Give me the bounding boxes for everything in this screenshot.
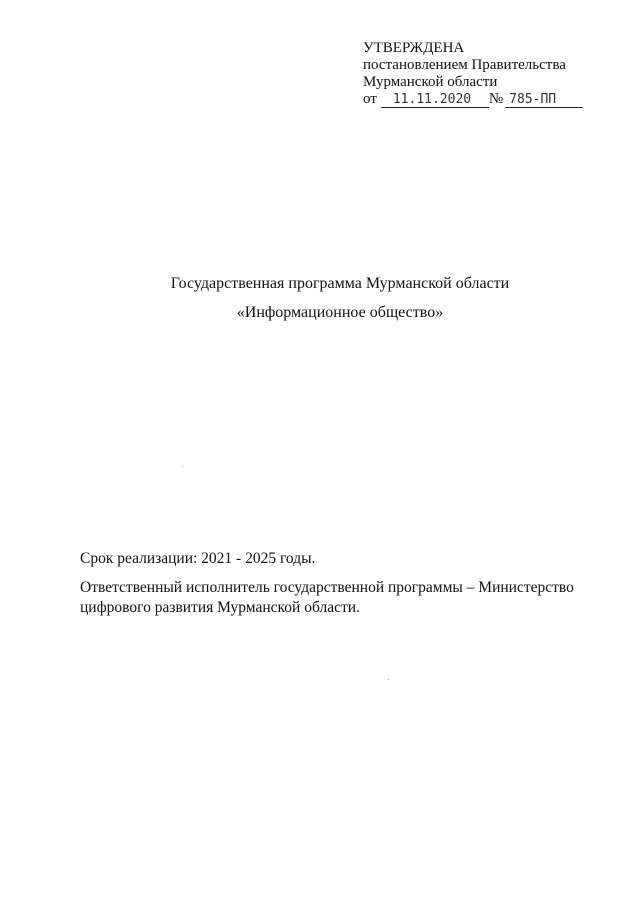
approval-heading: УТВЕРЖДЕНА xyxy=(363,40,465,56)
approval-date: 11.11.2020 xyxy=(381,93,489,108)
scan-speck xyxy=(182,466,183,467)
date-prefix: от xyxy=(363,91,377,107)
program-title-line-2: «Информационное общество» xyxy=(236,304,444,321)
implementation-term: Срок реализации: 2021 - 2025 годы. xyxy=(80,550,316,567)
scan-speck xyxy=(388,679,389,680)
approval-line-1: постановлением Правительства xyxy=(363,57,566,73)
approval-line-2: Мурманской области xyxy=(363,74,498,90)
program-title-line-1: Государственная программа Мурманской области xyxy=(170,275,510,292)
approval-date-number-row xyxy=(363,91,613,108)
responsible-executor: Ответственный исполнитель государственной программы – Министерство цифрового развития Мурманской области. xyxy=(80,579,574,616)
number-prefix: № xyxy=(488,91,504,107)
approval-stamp xyxy=(363,40,613,108)
approval-number: 785-ПП xyxy=(505,93,583,108)
